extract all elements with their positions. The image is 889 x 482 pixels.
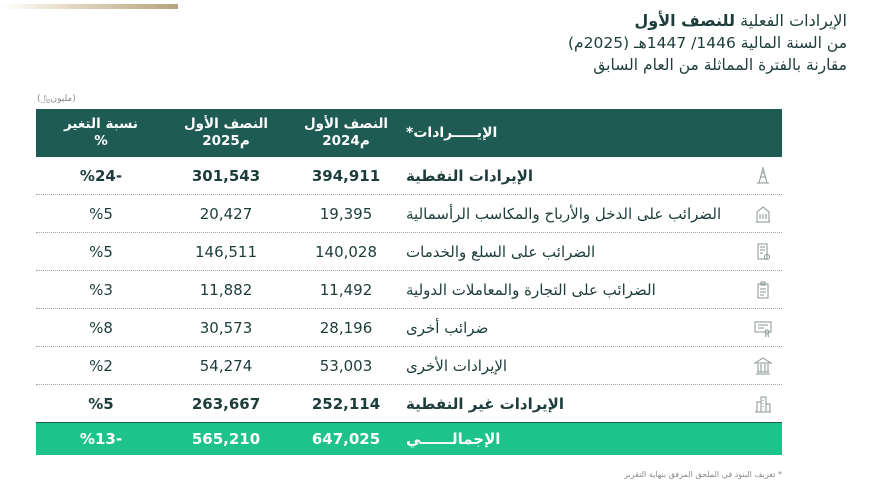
- row-label: الضرائب على الدخل والأرباح والمكاسب الرأسمالية: [406, 204, 722, 223]
- total-change-cell: %13-: [79, 430, 123, 448]
- total-row: [36, 423, 782, 455]
- change-cell: %8: [89, 318, 113, 337]
- h1-2025-cell: 263,667: [191, 394, 261, 413]
- change-cell: %2: [89, 356, 113, 375]
- table-header-row: [36, 109, 782, 157]
- h1-2025-cell: 146,511: [194, 242, 258, 261]
- h1-2025-cell: 54,274: [199, 356, 253, 375]
- h1-2025-cell: 301,543: [191, 166, 261, 185]
- h1-2024-cell: 19,395: [319, 204, 373, 223]
- table-row: [36, 347, 782, 385]
- row-label: الضرائب على التجارة والمعاملات الدولية: [406, 280, 656, 299]
- col-header-revenues: الإيـــــرادات*: [406, 124, 498, 141]
- h1-2024-cell: 140,028: [314, 242, 378, 261]
- h1-2024-cell: 11,492: [319, 280, 373, 299]
- col-header-change: [36, 109, 166, 157]
- revenue-table: [36, 109, 782, 455]
- h1-2024-cell: 28,196: [319, 318, 373, 337]
- city-icon: [744, 385, 782, 422]
- total-label: الإجمالــــــي: [406, 430, 501, 448]
- col-header-h1-2025: [166, 109, 286, 157]
- page-title: [287, 10, 847, 32]
- row-label: الضرائب على السلع والخدمات: [406, 242, 596, 261]
- h1-2024-cell: 394,911: [311, 166, 381, 185]
- building-icon: [744, 195, 782, 232]
- unit-label: (مليون﷼): [37, 94, 76, 104]
- change-cell: %24-: [79, 166, 123, 185]
- table-row: [36, 309, 782, 347]
- table-row: [36, 157, 782, 195]
- certificate-icon: [744, 309, 782, 346]
- h1-2025-cell: 11,882: [199, 280, 253, 299]
- total-h1-2025-cell: 565,210: [191, 430, 261, 448]
- title-regular: الإيرادات الفعلية: [735, 11, 847, 30]
- row-label: ضرائب أخرى: [406, 318, 489, 337]
- report-header: [287, 10, 847, 76]
- h1-2024-cell: 53,003: [319, 356, 373, 375]
- fiscal-year-line: من السنة المالية 1446/ 1447هـ (2025م): [567, 34, 847, 52]
- col-header-h1-2025-line2: 2025م: [202, 133, 250, 149]
- col-header-h1-2024: [286, 109, 406, 157]
- col-header-h1-2025-line1: النصف الأول: [183, 116, 269, 132]
- row-label: الإيرادات غير النفطية: [406, 394, 564, 413]
- comparison-line: مقارنة بالفترة المماثلة من العام السابق: [593, 56, 847, 74]
- change-cell: %5: [89, 204, 113, 223]
- top-accent-bar: [0, 4, 178, 9]
- row-label: الإيرادات الأخرى: [406, 356, 508, 375]
- table-row: [36, 385, 782, 423]
- oil-derrick-icon: [744, 157, 782, 194]
- receipt-icon: [744, 233, 782, 270]
- table-row: [36, 271, 782, 309]
- row-label: الإيرادات النفطية: [406, 166, 534, 185]
- h1-2024-cell: 252,114: [311, 394, 381, 413]
- change-cell: %3: [89, 280, 113, 299]
- table-row: [36, 233, 782, 271]
- total-h1-2024-cell: 647,025: [311, 430, 381, 448]
- col-header-h1-2024-line2: 2024م: [322, 133, 370, 149]
- bank-icon: [744, 347, 782, 384]
- footnote: * تعريف البنود في الملحق المرفق بنهاية التقرير: [624, 470, 782, 479]
- title-bold: للنصف الأول: [634, 11, 736, 30]
- table-row: [36, 195, 782, 233]
- col-header-change-line1: نسبة التغير: [64, 116, 138, 132]
- clipboard-icon: [744, 271, 782, 308]
- h1-2025-cell: 30,573: [199, 318, 253, 337]
- h1-2025-cell: 20,427: [199, 204, 253, 223]
- col-header-change-line2: %: [94, 133, 108, 149]
- change-cell: %5: [89, 242, 113, 261]
- change-cell: %5: [88, 394, 114, 413]
- col-header-h1-2024-line1: النصف الأول: [303, 116, 389, 132]
